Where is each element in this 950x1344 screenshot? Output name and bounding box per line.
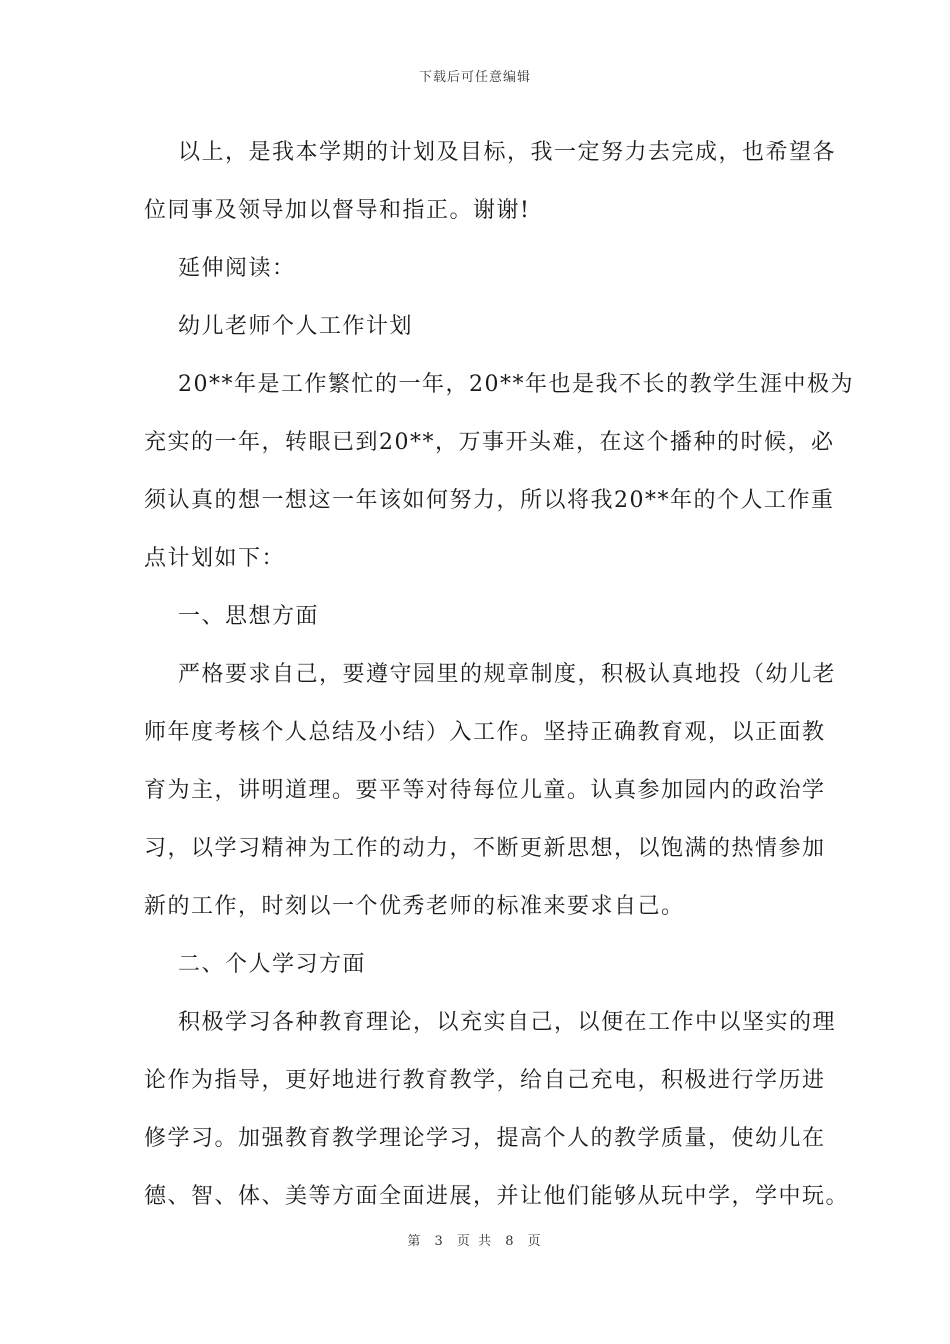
paragraph-line: 德、智、体、美等方面全面进展，并让他们能够从玩中学，学中玩。 xyxy=(144,1184,850,1209)
paragraph-line: 师年度考核个人总结及小结）入工作。坚持正确教育观，以正面教 xyxy=(144,720,826,745)
footer-prefix: 第 xyxy=(407,1234,423,1249)
paragraph-line: 育为主，讲明道理。要平等对待每位儿童。认真参加园内的政治学 xyxy=(144,778,826,803)
paragraph-line: 须认真的想一想这一年该如何努力，所以将我20**年的个人工作重 xyxy=(144,488,835,513)
paragraph-line: 位同事及领导加以督导和指正。谢谢! xyxy=(144,198,531,223)
paragraph-line: 新的工作，时刻以一个优秀老师的标准来要求自己。 xyxy=(144,894,685,919)
total-page-count: 8 xyxy=(505,1234,516,1249)
paragraph-line: 严格要求自己，要遵守园里的规章制度，积极认真地投（幼儿老 xyxy=(178,662,837,687)
paragraph-line: 积极学习各种教育理论，以充实自己，以便在工作中以坚实的理 xyxy=(178,1010,837,1035)
paragraph-line: 点计划如下： xyxy=(144,546,286,571)
paragraph-line: 延伸阅读： xyxy=(178,256,296,281)
section-title: 幼儿老师个人工作计划 xyxy=(178,314,414,339)
paragraph-line: 以上，是我本学期的计划及目标，我一定努力去完成，也希望各 xyxy=(178,140,837,165)
page-footer xyxy=(0,1230,950,1249)
page-header: 下载后可任意编辑 xyxy=(418,70,531,85)
paragraph-line: 习，以学习精神为工作的动力，不断更新思想，以饱满的热情参加 xyxy=(144,836,826,861)
paragraph-line: 论作为指导，更好地进行教育教学，给自己充电，积极进行学历进 xyxy=(144,1068,826,1093)
paragraph-line: 充实的一年，转眼已到20**，万事开头难，在这个播种的时候，必 xyxy=(144,430,835,455)
section-heading: 二、个人学习方面 xyxy=(178,952,367,977)
footer-mid: 页 共 xyxy=(456,1234,494,1249)
footer-suffix: 页 xyxy=(527,1234,543,1249)
paragraph-line: 修学习。加强教育教学理论学习，提高个人的教学质量，使幼儿在 xyxy=(144,1126,826,1151)
section-heading: 一、思想方面 xyxy=(178,604,320,629)
paragraph-line: 20**年是工作繁忙的一年，20**年也是我不长的教学生涯中极为 xyxy=(178,372,854,397)
current-page-number: 3 xyxy=(434,1234,445,1249)
